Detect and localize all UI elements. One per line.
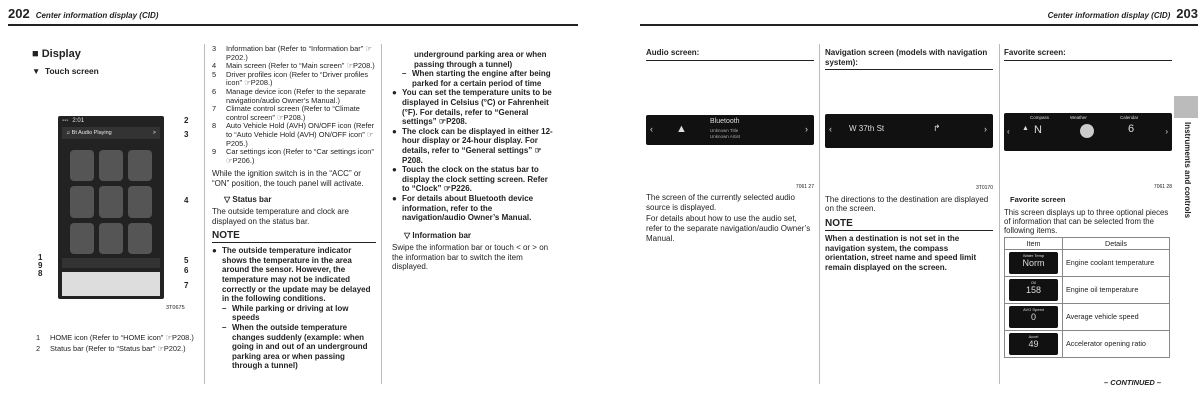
fav-label-compass: Compass xyxy=(1030,114,1050,120)
weather-icon xyxy=(1080,124,1094,138)
favorite-heading: Favorite screen: xyxy=(1004,48,1172,61)
turn-arrow-icon: ↱ xyxy=(933,123,941,134)
audio-screen-title: Bluetooth xyxy=(710,117,740,125)
nav-section xyxy=(825,48,993,272)
info-bar-heading: ▽ Information bar xyxy=(404,230,472,240)
favorite-caption: Favorite screen xyxy=(1010,195,1066,205)
note-dash-2: When the outside temperature changes suddenly (example: when going in and out of an underground parking area or when passing through a tunnel) xyxy=(232,323,368,371)
nav-code: 3T0170 xyxy=(976,185,993,192)
callout-5: 5 xyxy=(184,256,189,265)
note-dash-2-continued: underground parking area or when passing through a tunnel) xyxy=(414,50,547,69)
status-bar-image: ▪▪▪ 2:01 xyxy=(62,118,85,124)
side-tab-label: Instruments and controls xyxy=(1183,122,1192,219)
note-dash-1: While parking or driving at low speeds xyxy=(232,303,349,323)
image-icon: ▲ xyxy=(676,122,687,135)
table-head-item: Item xyxy=(1005,237,1063,249)
chevron-right-icon: › xyxy=(984,124,987,135)
left-header xyxy=(8,0,578,26)
fav-compass: N xyxy=(1034,123,1042,136)
info-bar-image: ♫ Bt Audio Playing > xyxy=(62,127,160,139)
display-heading: ■ Display xyxy=(32,48,81,60)
status-bar-text: The outside temperature and clock are displayed on the status bar. xyxy=(212,207,349,226)
table-head-details: Details xyxy=(1063,237,1170,249)
left-header-title: Center information display (CID) xyxy=(35,11,159,20)
status-bar-heading: ▽ Status bar xyxy=(224,194,272,204)
favorite-section xyxy=(1004,48,1172,358)
figure-code: 3T0675 xyxy=(166,305,185,311)
note-temp-units: You can set the temperature units to be displayed in Celsius (°C) or Fahrenheit (°F). For details, refer to “General settings” ☞P208. xyxy=(402,88,552,127)
ignition-text: While the ignition switch is in the “ACC” or “ON” position, the touch panel will activate. xyxy=(212,169,364,188)
fav-calendar-day: 6 xyxy=(1128,122,1135,135)
touch-screen-subheading: ▼ Touch screen xyxy=(32,66,99,76)
note-heading: NOTE xyxy=(212,230,376,243)
callout-3: 3 xyxy=(184,130,189,139)
nav-note-text: When a destination is not set in the navigation system, the compass orientation, street name and speed limit remain displayed on the screen. xyxy=(825,233,977,272)
callout-9: 9 xyxy=(38,261,43,270)
column-2: 3 Information bar (Refer to “Information bar” ☞P202.) 4 Main screen (Refer to “Main screen” ☞P208.) 5 Driver profiles icon (Refer to “Driver profiles icon” ☞P208.) 6 Manage device icon (Refer to the separate navigation/audio Owner’s Manual.) 7 Climate control screen (Refer to “Climate control screen” ☞P208.) 8 Auto Vehicle Hold (AVH) ON/OFF icon (Refer to “Auto Vehicle Hold (AVH) ON/OFF icon” ☞P205.) 9 Car settings icon (Refer to “Car settings icon” ☞P206.) While the ignition switch is in the “ACC” or “ON” position, the touch panel will activate. ▽ Status bar The outside temperature and clock are displayed on the status bar. NOTE ● The outside temperature indicator shows the temperature in the area around the sensor. However, the temperature may not be indicated correctly or the update may be delayed in the following conditions. – While parking or driving at low speeds – When the outside temperature changes suddenly (example: when going in and out of an underground parking area or when passing through a tunnel) xyxy=(212,44,375,371)
favorite-items-table xyxy=(1004,237,1170,358)
main-screen-image xyxy=(62,146,160,258)
chevron-left-icon: ‹ xyxy=(1007,126,1010,136)
legend-left: 1 HOME icon (Refer to “HOME icon” ☞P208.) 2 Status bar (Refer to “Status bar” ☞P202.) xyxy=(36,333,194,353)
audio-section xyxy=(646,48,814,243)
favorite-code: 7061 28 xyxy=(1153,183,1172,190)
chevron-right-icon: › xyxy=(805,123,808,134)
fav-label-calendar: Calendar xyxy=(1120,114,1139,120)
table-row: Water Temp Norm Engine coolant temperature xyxy=(1005,249,1170,276)
callout-6: 6 xyxy=(184,266,189,275)
note-dash-3: When starting the engine after being parked for a certain period of time xyxy=(412,69,551,88)
climate-bar-image xyxy=(62,272,160,296)
table-row: AVG Speed 0 Average vehicle speed xyxy=(1005,303,1170,330)
table-row: Accel 49 Accelerator opening ratio xyxy=(1005,330,1170,357)
audio-heading: Audio screen: xyxy=(646,48,814,61)
chevron-left-icon: ‹ xyxy=(650,123,653,134)
right-header-title: Center information display (CID) xyxy=(1047,11,1171,20)
audio-line-2: Unknown Artist xyxy=(710,133,741,139)
bottom-icon-row xyxy=(62,258,160,268)
audio-text-2: For details about how to use the audio set, refer to the separate navigation/audio Owner’s Manual. xyxy=(646,214,811,243)
left-page-number: 202 xyxy=(8,6,30,21)
right-header xyxy=(640,0,1198,26)
note-clock-setting: Touch the clock on the status bar to display the clock setting screen. Refer to “Clock” ☞P226. xyxy=(402,165,548,194)
callout-8: 8 xyxy=(38,269,43,278)
audio-line-1: Unknown Title xyxy=(710,127,739,133)
nav-text: The directions to the destination are displayed on the screen. xyxy=(825,194,989,214)
audio-screen-image xyxy=(646,115,814,145)
column-3: underground parking area or when passing through a tunnel) – When starting the engine after being parked for a certain period of time ● You can set the temperature units to be displayed in Celsius (°C) or Fahrenheit (°F). For details, refer to “General settings” ☞P208. ● The clock can be displayed in either 12-hour display or 24-hour display. For details, refer to “General settings” ☞P208. ● Touch the clock on the status bar to display the clock setting screen. Refer to “Clock” ☞P226. ● For details about Bluetooth device information, refer to the navigation/audio Owner’s Manual. ▽ Information bar Swipe the information bar or touch < or > on the information bar to switch the item displayed. xyxy=(392,50,556,272)
audio-code: 7061 27 xyxy=(795,183,814,190)
fav-label-weather: Weather xyxy=(1070,114,1087,120)
touch-screen-figure xyxy=(58,116,170,300)
compass-icon: ▲ xyxy=(1022,124,1029,132)
chevron-right-icon: › xyxy=(1165,126,1168,136)
note-bluetooth: For details about Bluetooth device information, refer to the navigation/audio Owner’s Manual. xyxy=(402,193,534,223)
nav-heading: Navigation screen (models with navigation system): xyxy=(825,48,993,70)
info-bar-text: Swipe the information bar or touch < or > on the information bar to switch the item displayed. xyxy=(392,243,549,272)
favorite-screen-image xyxy=(1004,113,1172,151)
note-temp-indicator: The outside temperature indicator shows the temperature in the area around the sensor. However, the temperature may not be indicated correctly or the update may be delayed in the following conditions. xyxy=(222,246,371,304)
callout-2: 2 xyxy=(184,116,189,125)
right-page-number: 203 xyxy=(1176,6,1198,21)
audio-text-1: The screen of the currently selected audio source is displayed. xyxy=(646,193,795,212)
legend-mid: 3 Information bar (Refer to “Information bar” ☞P202.) 4 Main screen (Refer to “Main screen” ☞P208.) 5 Driver profiles icon (Refer to “Driver profiles icon” ☞P208.) 6 Manage device icon (Refer to the separate navigation/audio Owner’s Manual.) 7 Climate control screen (Refer to “Climate control screen” ☞P208.) 8 Auto Vehicle Hold (AVH) ON/OFF icon (Refer to “Auto Vehicle Hold (AVH) ON/OFF icon” ☞P205.) 9 Car settings icon (Refer to “Car settings icon” ☞P206.) xyxy=(212,44,375,165)
side-tab-marker xyxy=(1174,96,1198,118)
callout-4: 4 xyxy=(184,196,189,205)
nav-street-name: W 37th St xyxy=(849,124,885,134)
callout-1: 1 xyxy=(38,253,43,262)
nav-note-heading: NOTE xyxy=(825,218,993,231)
table-row: Oil 158 Engine oil temperature xyxy=(1005,276,1170,303)
continued-label: – CONTINUED – xyxy=(1104,378,1162,387)
callout-7: 7 xyxy=(184,281,189,290)
chevron-left-icon: ‹ xyxy=(829,124,832,135)
favorite-text: This screen displays up to three optional pieces of information that can be selected from the following items. xyxy=(1004,207,1169,235)
nav-screen-image xyxy=(825,114,993,148)
display-section xyxy=(32,48,202,76)
note-clock-format: The clock can be displayed in either 12-hour display or 24-hour display. For details, refer to “General settings” ☞P208. xyxy=(402,126,553,165)
